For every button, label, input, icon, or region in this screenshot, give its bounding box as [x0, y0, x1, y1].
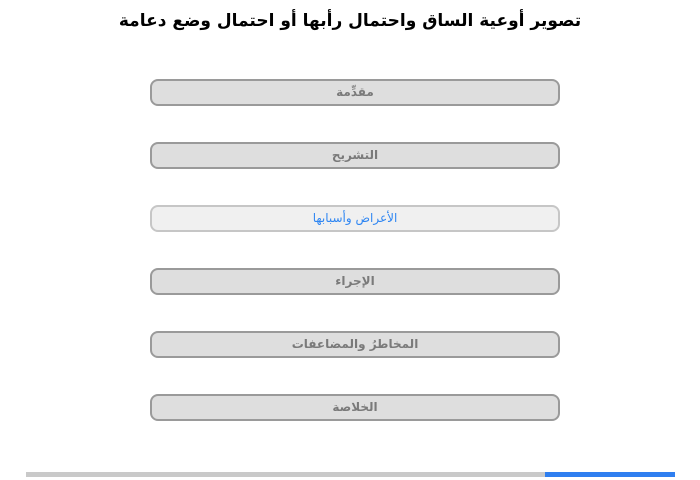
menu-item-introduction[interactable]: مقدِّمة: [150, 79, 560, 106]
menu-item-procedure[interactable]: الإجراء: [150, 268, 560, 295]
menu-item-risks-complications[interactable]: المخاطرُ والمضاعفات: [150, 331, 560, 358]
menu-item-symptoms-causes[interactable]: الأعراض وأسبابها: [150, 205, 560, 232]
progress-bar: [26, 472, 675, 477]
chapter-menu: [150, 79, 560, 457]
page-title: تصوير أوعية الساق واحتمال رأبها أو احتمال وضع دعامة: [118, 11, 582, 31]
progress-bar-fill: [545, 472, 675, 477]
menu-item-summary[interactable]: الخلاصة: [150, 394, 560, 421]
menu-item-anatomy[interactable]: التشريح: [150, 142, 560, 169]
